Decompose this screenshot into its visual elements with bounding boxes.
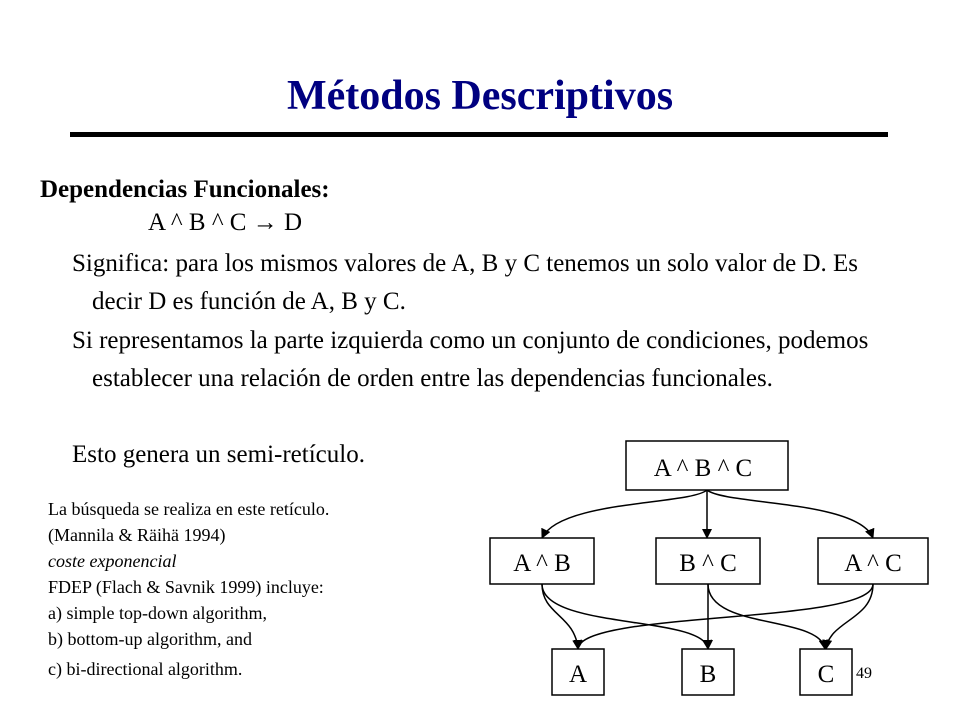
- note-line-4: FDEP (Flach & Savnik 1999) incluye:: [48, 577, 324, 597]
- section-heading: Dependencias Funcionales:: [40, 176, 330, 203]
- svg-text:A ^ B: A ^ B: [513, 550, 571, 577]
- note-line-5: a) simple top-down algorithm,: [48, 603, 267, 623]
- svg-text:A ^ C: A ^ C: [844, 550, 902, 577]
- dependency-formula: A ^ B ^ C → D: [148, 209, 303, 236]
- svg-text:C: C: [817, 661, 835, 688]
- paragraph-significa: Significa: para los mismos valores de A, B y C tenemos un solo valor de D. Es decir D es función de A, B y C.: [72, 250, 859, 315]
- note-line-7: c) bi-directional algorithm.: [48, 659, 243, 679]
- paragraph-representamos: Si representamos la parte izquierda como un conjunto de condiciones, podemos establecer una relación de orden entre las dependencias funcionales.: [72, 327, 869, 392]
- node-ab: [490, 538, 594, 584]
- svg-text:A: A: [568, 661, 588, 688]
- note-line-2: (Mannila & Räihä 1994): [48, 525, 226, 545]
- edge-ab-to-a: [542, 584, 578, 649]
- paragraph-semi-reticulo: Esto genera un semi-retículo.: [72, 441, 365, 468]
- node-ac: [818, 538, 928, 584]
- edge-bc-to-c: [708, 584, 825, 649]
- node-abc: [626, 441, 788, 490]
- page-number: 49: [856, 665, 872, 682]
- svg-text:B ^ C: B ^ C: [679, 550, 737, 577]
- edge-abc-to-ab: [542, 490, 707, 538]
- edge-abc-to-ac: [707, 490, 873, 538]
- note-line-3: coste exponencial: [48, 551, 177, 571]
- note-line-6: b) bottom-up algorithm, and: [48, 629, 252, 649]
- edge-ab-to-b: [542, 584, 708, 649]
- note-line-1: La búsqueda se realiza en este retículo.: [48, 499, 330, 519]
- svg-text:A ^ B ^ C: A ^ B ^ C: [653, 455, 753, 482]
- slide-title: Métodos Descriptivos: [286, 73, 674, 119]
- node-b: [682, 649, 734, 695]
- node-bc: [656, 538, 760, 584]
- svg-text:B: B: [699, 661, 717, 688]
- node-c: [800, 649, 852, 695]
- node-a: [552, 649, 604, 695]
